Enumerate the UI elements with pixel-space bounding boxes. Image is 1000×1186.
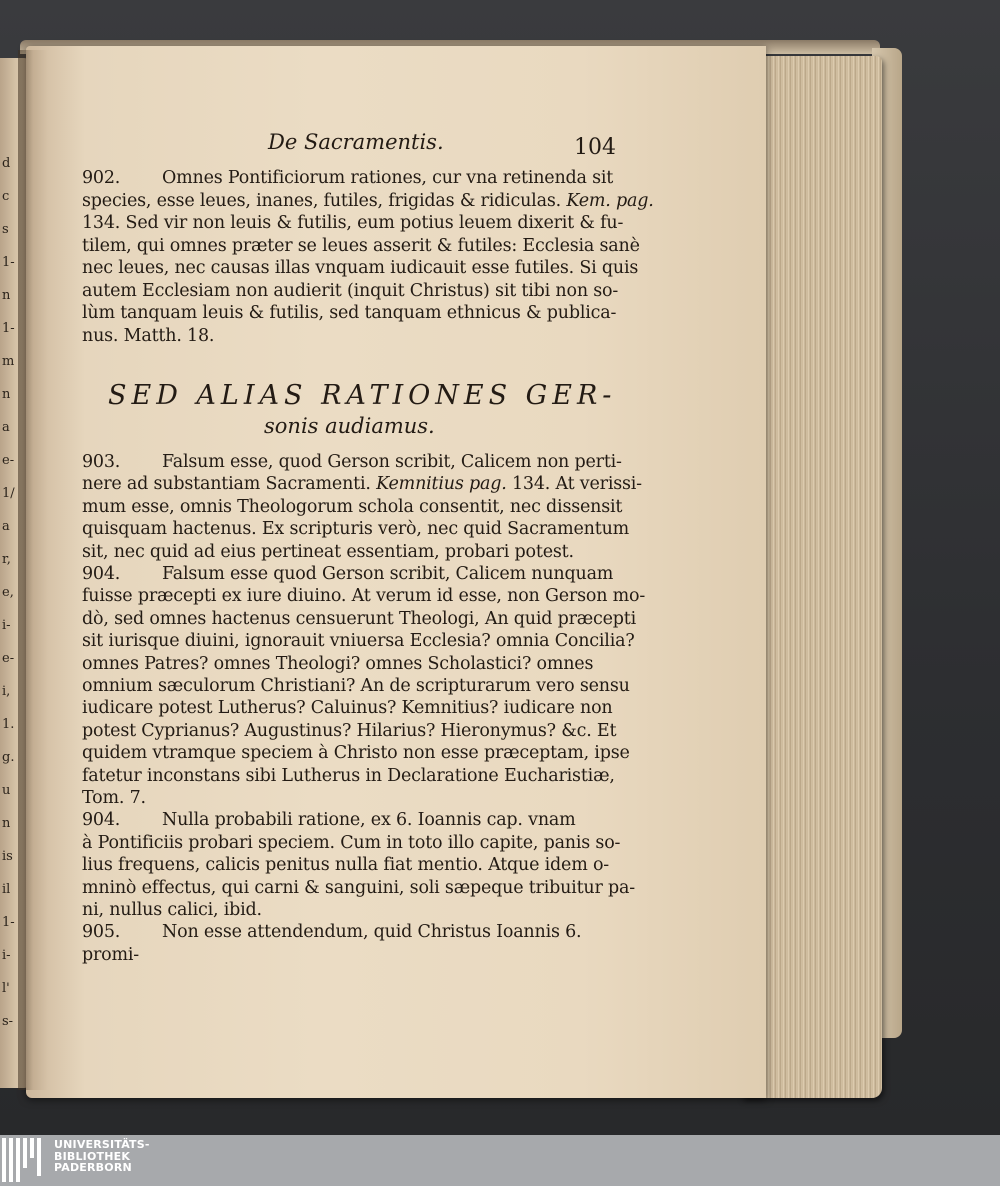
text-line xyxy=(82,452,622,472)
logo-line2: BIBLIOTHEK xyxy=(54,1149,131,1163)
text-line xyxy=(82,676,630,696)
line-text: mum esse, omnis Theologorum schola consentit, nec dissensit xyxy=(82,496,623,517)
line-text: Omnes Pontificiorum rationes, cur vna retinenda sit xyxy=(162,168,614,188)
line-text: Tom. 7. xyxy=(82,788,146,808)
paragraph-number: 904. xyxy=(82,810,121,831)
line-text: promi- xyxy=(82,944,140,965)
text-line xyxy=(82,721,616,741)
section-heading-line1: SED ALIAS RATIONES GER- xyxy=(108,380,617,411)
line-text: quidem vtramque speciem à Christo non esse præceptam, ipse xyxy=(82,743,630,764)
left-page-fragment: il xyxy=(2,882,11,897)
line-text: nec leues, nec causas illas vnquam iudicauit esse futiles. Si quis xyxy=(82,258,639,278)
left-page-fragment: a xyxy=(2,420,10,435)
running-header: De Sacramentis. xyxy=(268,130,444,154)
footer-bar xyxy=(0,1135,1000,1186)
line-text: sit iurisque diuini, ignorauit vniuersa Ecclesia? omnia Concilia? xyxy=(82,631,635,652)
text-line xyxy=(82,586,645,606)
text-line xyxy=(82,631,635,651)
left-page-fragment: g. xyxy=(2,750,15,765)
text-line xyxy=(82,519,629,539)
line-text-continued: 134. At verissi- xyxy=(506,474,642,495)
text-line xyxy=(82,542,574,562)
line-text: potest Cyprianus? Augustinus? Hilarius? Hieronymus? &c. Et xyxy=(82,720,617,741)
section-heading-line2: sonis audiamus. xyxy=(264,414,435,438)
line-text: 134. Sed vir non leuis & futilis, eum potius leuem dixerit & fu- xyxy=(82,213,624,233)
left-page-fragment: i- xyxy=(2,948,11,963)
line-text: species, esse leues, inanes, futiles, frigidas & ridiculas. xyxy=(82,190,561,211)
text-line xyxy=(82,743,630,763)
left-page-fragment: e- xyxy=(2,651,15,666)
paragraph-number: 904. xyxy=(82,564,121,584)
left-page-fragment: s xyxy=(2,222,9,237)
text-line xyxy=(82,766,615,786)
logo-line1: UNIVERSITÄTS- xyxy=(54,1138,150,1151)
line-text: Falsum esse, quod Gerson scribit, Calicem non perti- xyxy=(162,452,622,472)
left-page-fragment: 1- xyxy=(2,255,15,270)
line-text: lius frequens, calicis penitus nulla fiat mentio. Atque idem o- xyxy=(82,855,610,876)
text-line xyxy=(82,564,613,584)
text-line xyxy=(82,698,612,718)
citation-italic: Kemnitius pag. xyxy=(370,474,507,495)
text-line xyxy=(82,922,581,942)
text-line xyxy=(82,213,623,233)
line-text: Non esse attendendum, quid Christus Ioannis 6. xyxy=(162,922,582,943)
left-page-fragment: c xyxy=(2,189,10,204)
line-text: dò, sed omnes hactenus censuerunt Theologi, An quid præcepti xyxy=(82,608,636,629)
text-line xyxy=(82,945,139,965)
library-logo-icon xyxy=(2,1138,46,1182)
text-line xyxy=(82,878,635,898)
line-text: autem Ecclesiam non audierit (inquit Christus) sit tibi non so- xyxy=(82,280,619,301)
line-text: nere ad substantiam Sacramenti. xyxy=(82,474,371,495)
line-text: tilem, qui omnes præter se leues asserit & futiles: Ecclesia sanè xyxy=(82,235,640,256)
left-page-fragment: 1/ xyxy=(2,486,15,501)
text-line xyxy=(82,281,618,301)
text-line xyxy=(82,833,620,853)
left-page-fragment: i, xyxy=(2,684,11,699)
page-number: 104 xyxy=(574,135,616,160)
line-text: ni, nullus calici, ibid. xyxy=(82,900,262,920)
left-page-fragment: 1- xyxy=(2,321,15,336)
line-text: omnes Patres? omnes Theologi? omnes Scholastici? omnes xyxy=(82,653,594,674)
text-line xyxy=(82,609,636,629)
line-text: omnium sæculorum Christiani? An de scripturarum vero sensu xyxy=(82,676,630,696)
left-page-fragment: e, xyxy=(2,585,14,600)
line-text: à Pontificiis probari speciem. Cum in toto illo capite, panis so- xyxy=(82,832,621,853)
spine-shadow xyxy=(18,50,48,1090)
text-line xyxy=(82,810,576,830)
line-text: nus. Matth. 18. xyxy=(82,325,215,346)
text-line xyxy=(82,654,593,674)
left-page-fragment: r, xyxy=(2,552,11,567)
line-text: Falsum esse quod Gerson scribit, Calicem nunquam xyxy=(162,564,614,584)
text-line xyxy=(82,497,622,517)
text-line xyxy=(82,855,609,875)
left-page-fragment: a xyxy=(2,519,10,534)
left-page-fragment: s- xyxy=(2,1014,14,1029)
text-line xyxy=(82,191,654,211)
line-text: fuisse præcepti ex iure diuino. At verum id esse, non Gerson mo- xyxy=(82,586,646,607)
left-page-fragment: e- xyxy=(2,453,15,468)
text-line xyxy=(82,303,616,323)
left-page-fragment: is xyxy=(2,849,13,864)
line-text: quisquam hactenus. Ex scripturis verò, nec quid Sacramentum xyxy=(82,519,630,540)
text-line xyxy=(82,788,146,808)
library-logo-text xyxy=(54,1139,150,1174)
line-text: fatetur inconstans sibi Lutherus in Declaratione Eucharistiæ, xyxy=(82,765,615,786)
text-line xyxy=(82,900,262,920)
line-text: iudicare potest Lutherus? Caluinus? Kemnitius? iudicare non xyxy=(82,698,613,719)
text-line xyxy=(82,474,642,494)
left-page-fragment: n xyxy=(2,387,11,402)
text-line xyxy=(82,326,214,346)
line-text: lùm tanquam leuis & futilis, sed tanquam ethnicus & publica- xyxy=(82,303,617,323)
citation-italic: Kem. pag. xyxy=(560,190,654,211)
text-line xyxy=(82,168,613,188)
paragraph-number: 903. xyxy=(82,452,121,472)
line-text: sit, nec quid ad eius pertineat essentiam, probari potest. xyxy=(82,541,574,562)
paragraph-number: 905. xyxy=(82,922,121,943)
left-page-fragment: n xyxy=(2,288,11,303)
line-text: mninò effectus, qui carni & sanguini, soli sæpeque tribuitur pa- xyxy=(82,877,635,898)
left-page-fragment: n xyxy=(2,816,11,831)
left-page-fragment: u xyxy=(2,783,11,798)
paragraph-number: 902. xyxy=(82,168,121,188)
left-page-fragment: 1. xyxy=(2,717,15,732)
left-page-fragment: 1- xyxy=(2,915,15,930)
line-text: Nulla probabili ratione, ex 6. Ioannis cap. vnam xyxy=(162,810,576,831)
logo-line3: PADERBORN xyxy=(54,1161,132,1174)
left-page-fragment: i- xyxy=(2,618,11,633)
text-line xyxy=(82,258,638,278)
left-page-fragment: m xyxy=(2,354,15,369)
text-line xyxy=(82,236,640,256)
left-page-fragment: l' xyxy=(2,981,10,996)
left-page-fragment: d xyxy=(2,156,11,171)
